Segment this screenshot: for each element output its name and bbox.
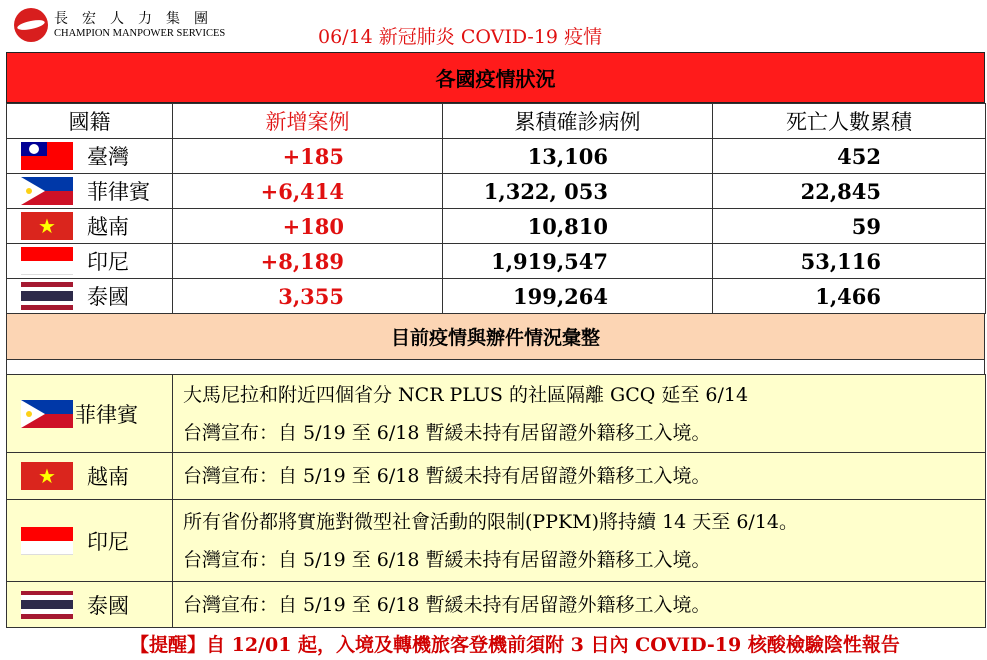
note-line: 台灣宣布：自 5/19 至 6/18 暫緩未持有居留證外籍移工入境。 (183, 421, 711, 444)
note-line: 大馬尼拉和附近四個省分 NCR PLUS 的社區隔離 GCQ 延至 6/14 (183, 383, 749, 406)
stats-table (6, 103, 986, 314)
country-cell (7, 174, 173, 209)
country-name: 越南 (87, 465, 129, 489)
stats-section-title: 各國疫情狀況 (6, 52, 985, 103)
table-row (7, 139, 986, 174)
stats-header-row (7, 104, 986, 139)
note-text-cell (173, 500, 986, 582)
country-name: 越南 (87, 215, 129, 239)
page-title: 06/14 新冠肺炎 COVID-19 疫情 (318, 26, 603, 48)
country-cell (7, 375, 173, 453)
country-cell (7, 244, 173, 279)
section-spacer (6, 360, 985, 374)
country-name: 菲律賓 (87, 180, 150, 204)
new-cases-value: +185 (173, 139, 443, 174)
note-line: 台灣宣布：自 5/19 至 6/18 暫緩未持有居留證外籍移工入境。 (183, 465, 711, 487)
page-header (0, 0, 987, 52)
company-name-cn: 長宏人力集團 (54, 11, 222, 27)
country-cell (7, 582, 173, 628)
vietnam-flag-icon: ★ (21, 462, 73, 490)
deaths-value: 22,845 (713, 174, 986, 209)
note-row (7, 582, 986, 628)
deaths-value: 53,116 (713, 244, 986, 279)
total-cases-value: 1,919,547 (443, 244, 713, 279)
table-row (7, 209, 986, 244)
total-cases-value: 10,810 (443, 209, 713, 244)
vietnam-flag-icon: ★ (21, 212, 73, 240)
notes-table (6, 374, 986, 628)
note-line: 台灣宣布：自 5/19 至 6/18 暫緩未持有居留證外籍移工入境。 (183, 593, 711, 616)
deaths-value: 452 (713, 139, 986, 174)
country-cell (7, 279, 173, 314)
table-row (7, 279, 986, 314)
country-cell (7, 500, 173, 582)
note-line: 台灣宣布：自 5/19 至 6/18 暫緩未持有居留證外籍移工入境。 (183, 548, 711, 571)
note-row (7, 500, 986, 582)
total-cases-value: 1,322, 053 (443, 174, 713, 209)
note-text-cell (173, 582, 986, 628)
deaths-value: 1,466 (713, 279, 986, 314)
company-name-en: CHAMPION MANPOWER SERVICES (54, 28, 226, 39)
note-row (7, 453, 986, 500)
new-cases-value: 3,355 (173, 279, 443, 314)
new-cases-value: +6,414 (173, 174, 443, 209)
table-row (7, 174, 986, 209)
philippines-flag-icon (21, 177, 73, 205)
column-header-total-cases: 累積確診病例 (443, 104, 713, 139)
country-cell (7, 139, 173, 174)
company-logo (14, 8, 48, 42)
note-row (7, 375, 986, 453)
new-cases-value: +8,189 (173, 244, 443, 279)
note-text-cell (173, 375, 986, 453)
note-line: 所有省份都將實施對微型社會活動的限制(PPKM)將持續 14 天至 6/14。 (183, 510, 799, 533)
new-cases-value: +180 (173, 209, 443, 244)
deaths-value: 59 (713, 209, 986, 244)
indonesia-flag-icon (21, 247, 73, 275)
country-cell (7, 209, 173, 244)
country-name: 泰國 (87, 593, 129, 618)
country-name: 印尼 (87, 250, 129, 274)
taiwan-flag-icon (21, 142, 73, 170)
notes-section-title: 目前疫情與辦件情況彙整 (6, 314, 985, 360)
country-cell (7, 453, 173, 500)
total-cases-value: 13,106 (443, 139, 713, 174)
thailand-flag-icon (21, 282, 73, 310)
note-text-cell (173, 453, 986, 500)
column-header-new-cases: 新增案例 (173, 104, 443, 139)
country-name: 臺灣 (87, 145, 129, 169)
footer-reminder: 【提醒】自 12/01 起，入境及轉機旅客登機前須附 3 日內 COVID-19 核酸檢驗陰性報告 (130, 634, 900, 656)
column-header-deaths: 死亡人數累積 (713, 104, 986, 139)
indonesia-flag-icon (21, 527, 73, 555)
thailand-flag-icon (21, 591, 73, 619)
column-header-country: 國籍 (7, 104, 173, 139)
total-cases-value: 199,264 (443, 279, 713, 314)
philippines-flag-icon (21, 400, 73, 428)
country-name: 菲律賓 (75, 402, 138, 427)
country-name: 泰國 (87, 285, 129, 309)
country-name: 印尼 (87, 529, 129, 554)
covid-report (6, 52, 985, 628)
table-row (7, 244, 986, 279)
